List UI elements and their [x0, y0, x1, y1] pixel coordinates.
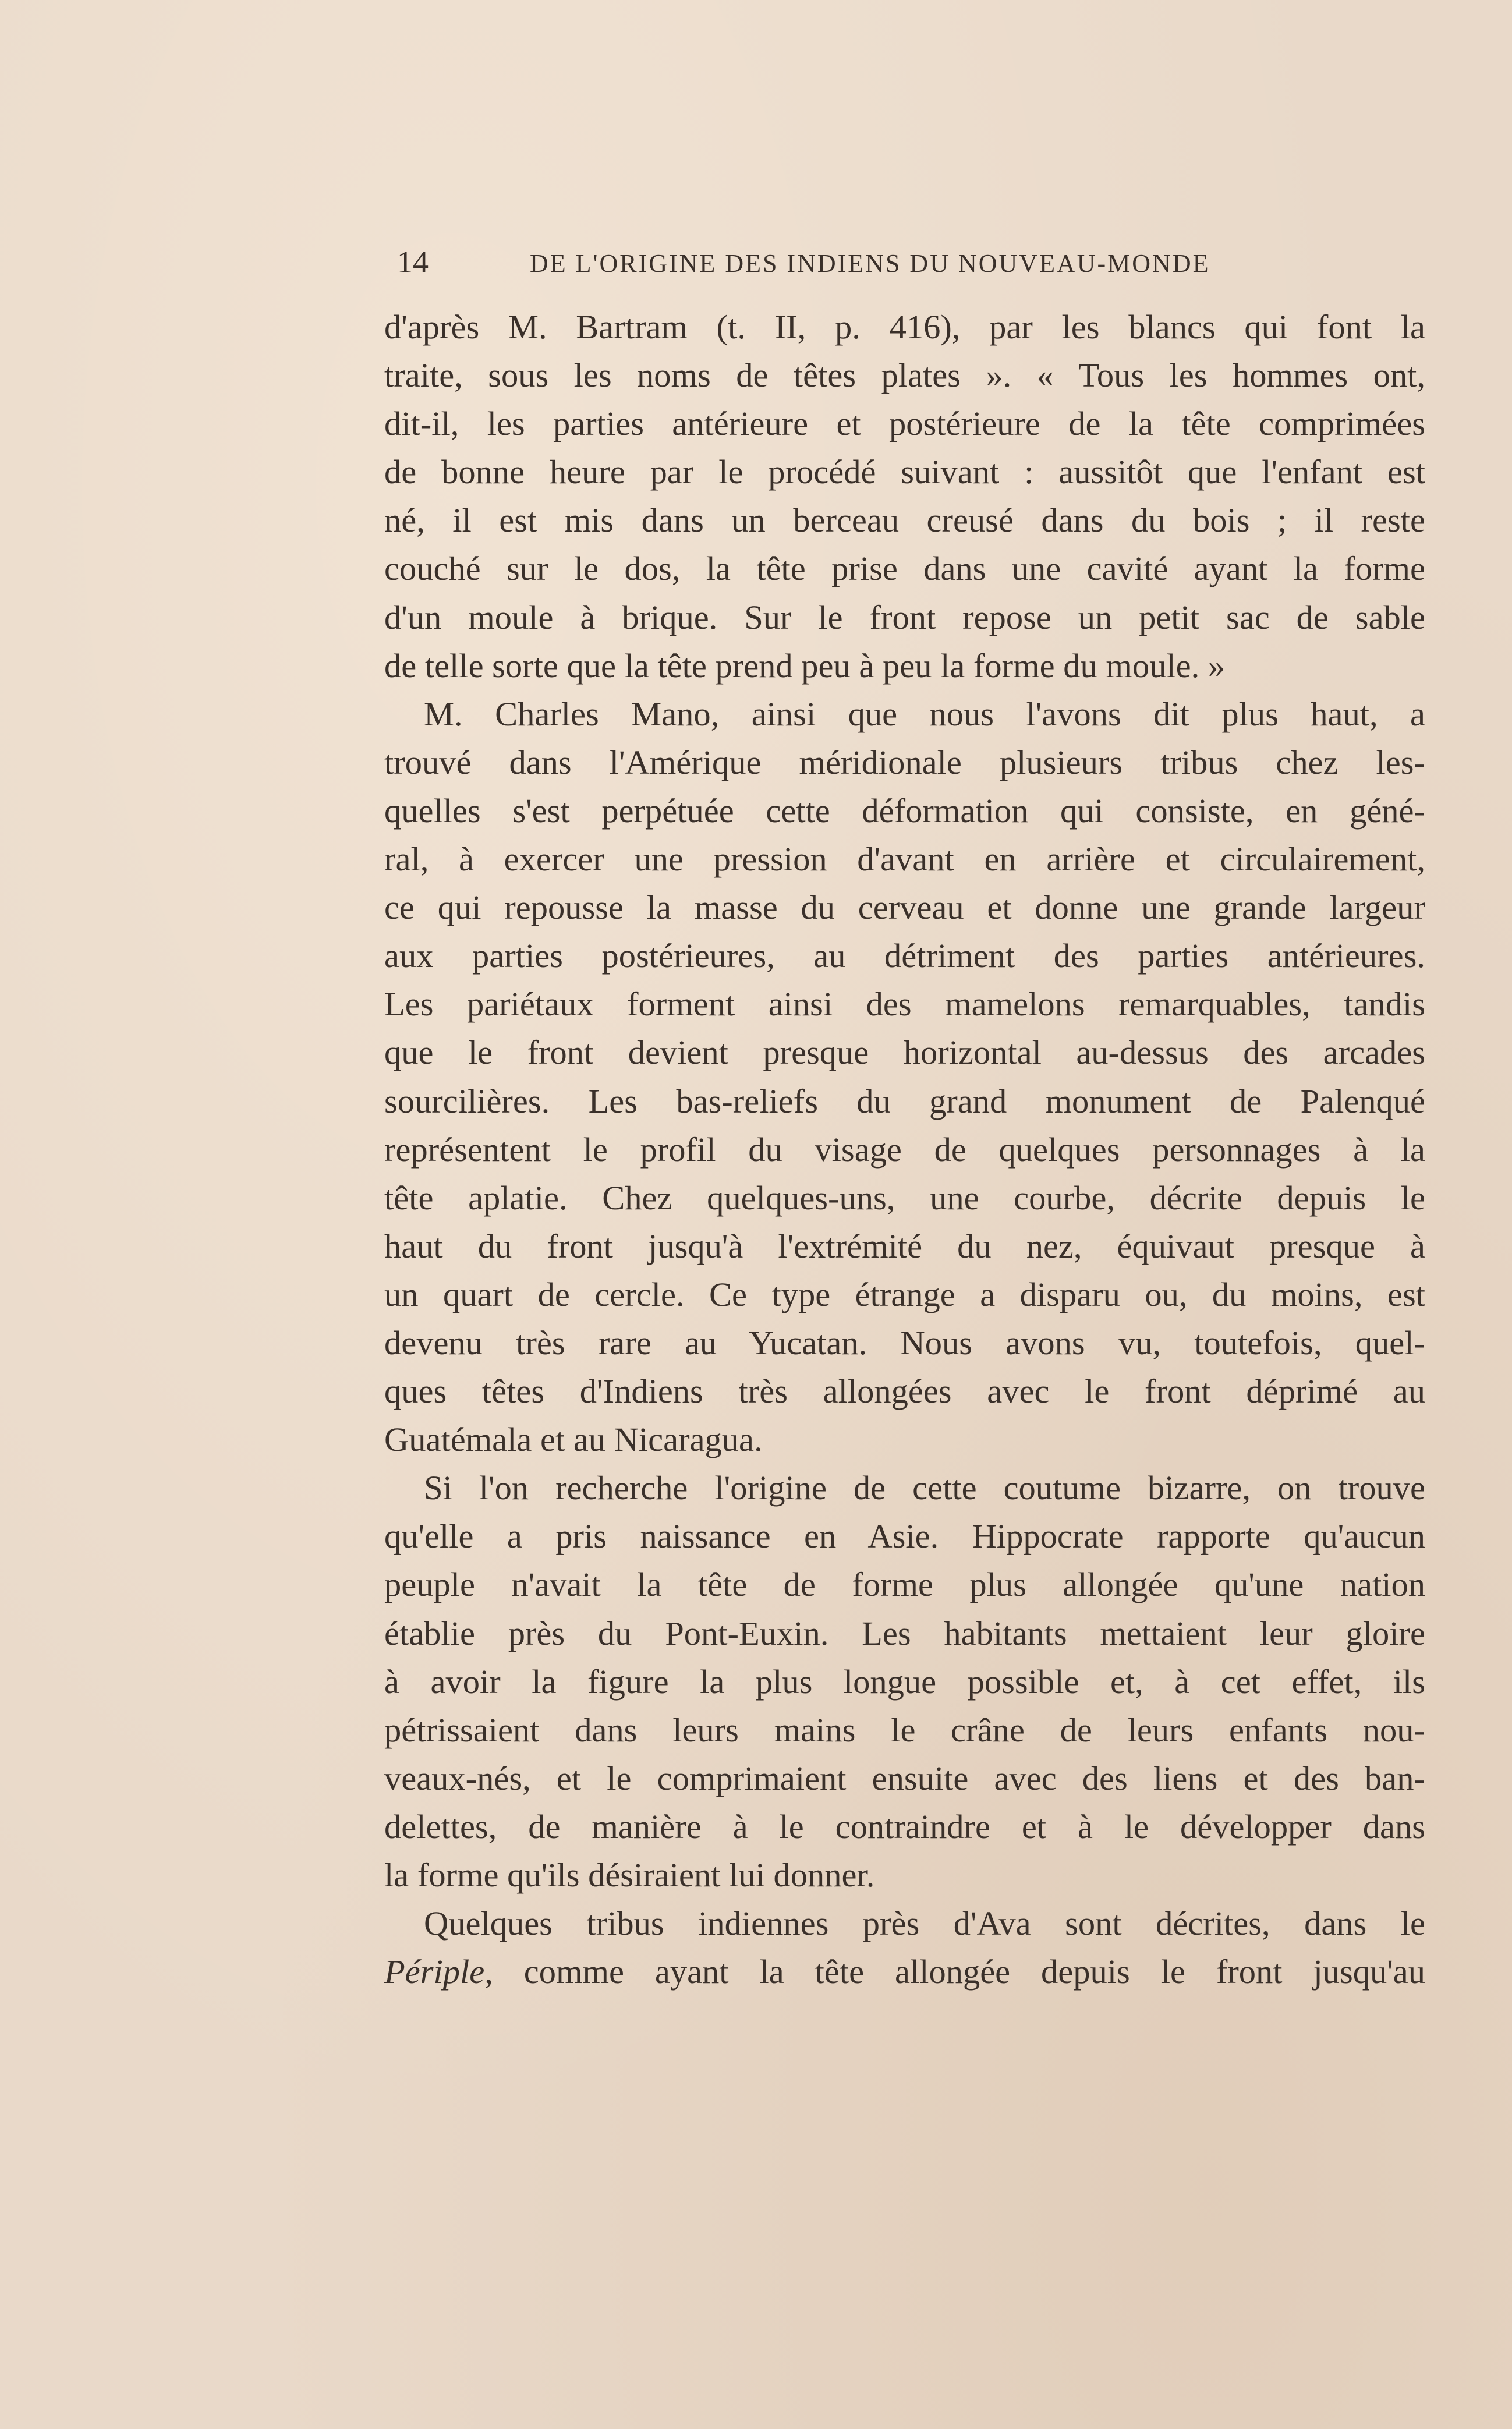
text-line: quelles s'est perpétuée cette déformation qui consiste, en géné-	[384, 791, 1425, 830]
text-line: à avoir la figure la plus longue possible et, à cet effet, ils	[384, 1662, 1425, 1701]
text-line: sourcilières. Les bas-reliefs du grand monument de Palenqué	[384, 1082, 1425, 1120]
text-line: trouvé dans l'Amérique méridionale plusieurs tribus chez les-	[384, 743, 1425, 781]
text-line: M. Charles Mano, ainsi que nous l'avons dit plus haut, a	[424, 695, 1425, 733]
text-line: couché sur le dos, la tête prise dans une cavité ayant la forme	[384, 550, 1425, 588]
text-line: d'après M. Bartram (t. II, p. 416), par les blancs qui font la	[384, 308, 1425, 346]
paragraph	[384, 303, 1425, 690]
text-line: ques têtes d'Indiens très allongées avec le front déprimé au	[384, 1372, 1425, 1411]
text-line: ce qui repousse la masse du cerveau et donne une grande largeur	[384, 888, 1425, 927]
text-line: établie près du Pont-Euxin. Les habitants mettaient leur gloire	[384, 1614, 1425, 1652]
text-line: aux parties postérieures, au détriment des parties antérieures.	[384, 937, 1425, 975]
text-line: peuple n'avait la tête de forme plus allongée qu'une nation	[384, 1566, 1425, 1604]
text-line: un quart de cercle. Ce type étrange a disparu ou, du moins, est	[384, 1275, 1425, 1313]
text-line: Guatémala et au Nicaragua.	[384, 1421, 763, 1459]
text-line: Les pariétaux forment ainsi des mamelons remarquables, tandis	[384, 985, 1425, 1024]
italic-title: Périple,	[384, 1953, 493, 1991]
text-line: delettes, de manière à le contraindre et à le développer dans	[384, 1807, 1425, 1846]
text-line: tête aplatie. Chez quelques-uns, une courbe, décrite depuis le	[384, 1178, 1425, 1217]
text-line: traite, sous les noms de têtes plates ». « Tous les hommes ont,	[384, 356, 1425, 395]
text-line: qu'elle a pris naissance en Asie. Hippocrate rapporte qu'aucun	[384, 1517, 1425, 1556]
text-line: dit-il, les parties antérieure et postérieure de la tête comprimées	[384, 405, 1425, 443]
text-line: d'un moule à brique. Sur le front repose un petit sac de sable	[384, 598, 1425, 636]
page-number: 14	[397, 245, 429, 279]
text-line: de bonne heure par le procédé suivant : aussitôt que l'enfant est	[384, 453, 1425, 491]
text-line: représentent le profil du visage de quelques personnages à la	[384, 1130, 1425, 1169]
text-line: né, il est mis dans un berceau creusé dans du bois ; il reste	[384, 501, 1425, 540]
paragraph	[384, 1899, 1425, 1996]
body-text	[384, 303, 1425, 1996]
text-line: pétrissaient dans leurs mains le crâne de leurs enfants nou-	[384, 1711, 1425, 1749]
text-line: ral, à exercer une pression d'avant en arrière et circulairement,	[384, 840, 1425, 879]
text-fragment: comme ayant la tête allongée depuis le front jusqu'au	[523, 1953, 1425, 1991]
text-line: que le front devient presque horizontal au-dessus des arcades	[384, 1033, 1425, 1072]
paragraph	[384, 1464, 1425, 1899]
text-line: veaux-nés, et le comprimaient ensuite avec des liens et des ban-	[384, 1759, 1425, 1797]
text-line: Si l'on recherche l'origine de cette coutume bizarre, on trouve	[424, 1469, 1425, 1507]
text-line: la forme qu'ils désiraient lui donner.	[384, 1856, 875, 1894]
text-line: Quelques tribus indiennes près d'Ava sont décrites, dans le	[424, 1904, 1425, 1943]
text-line: haut du front jusqu'à l'extrémité du nez, équivaut presque à	[384, 1227, 1425, 1265]
paragraph	[384, 690, 1425, 1464]
text-line: devenu très rare au Yucatan. Nous avons vu, toutefois, quel-	[384, 1323, 1425, 1362]
running-header	[397, 239, 1416, 285]
text-line: de telle sorte que la tête prend peu à peu la forme du moule. »	[384, 646, 1226, 685]
running-title: DE L'ORIGINE DES INDIENS DU NOUVEAU-MONDE	[530, 249, 1210, 278]
text-line	[384, 1948, 1425, 1996]
